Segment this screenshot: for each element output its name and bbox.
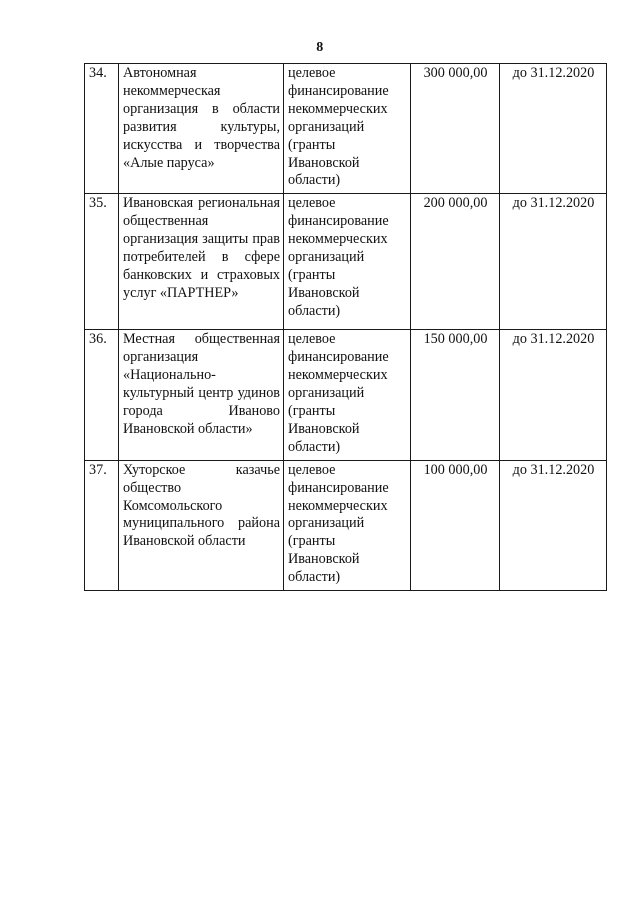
page-number: 8	[316, 40, 324, 55]
organization-name: Хуторское казачье общество Комсомольского муниципального района Ивановской области	[119, 460, 284, 590]
funding-purpose: целевое финансирование некоммерческих организаций (гранты Ивановской области)	[284, 194, 411, 330]
organization-name: Автономная некоммерческая организация в области развития культуры, искусства и творчества «Алые паруса»	[119, 64, 284, 194]
deadline: до 31.12.2020	[500, 330, 607, 460]
funding-purpose: целевое финансирование некоммерческих организаций (гранты Ивановской области)	[284, 64, 411, 194]
table-row	[85, 330, 607, 460]
organization-name: Ивановская региональная общественная организация защиты прав потребителей в сфере банковских и страховых услуг «ПАРТНЕР»	[119, 194, 284, 330]
row-number: 35.	[85, 194, 119, 330]
funding-purpose: целевое финансирование некоммерческих организаций (гранты Ивановской области)	[284, 460, 411, 590]
grant-amount: 150 000,00	[411, 330, 500, 460]
funding-purpose: целевое финансирование некоммерческих организаций (гранты Ивановской области)	[284, 330, 411, 460]
organization-name: Местная общественная организация «Национально-культурный центр удинов города Иваново Ивановской области»	[119, 330, 284, 460]
grant-amount: 300 000,00	[411, 64, 500, 194]
row-number: 37.	[85, 460, 119, 590]
deadline: до 31.12.2020	[500, 64, 607, 194]
grant-amount: 100 000,00	[411, 460, 500, 590]
deadline: до 31.12.2020	[500, 194, 607, 330]
row-number: 34.	[85, 64, 119, 194]
row-number: 36.	[85, 330, 119, 460]
grants-table	[84, 63, 607, 591]
grant-amount: 200 000,00	[411, 194, 500, 330]
table-row	[85, 194, 607, 330]
deadline: до 31.12.2020	[500, 460, 607, 590]
table-row	[85, 64, 607, 194]
table-row	[85, 460, 607, 590]
